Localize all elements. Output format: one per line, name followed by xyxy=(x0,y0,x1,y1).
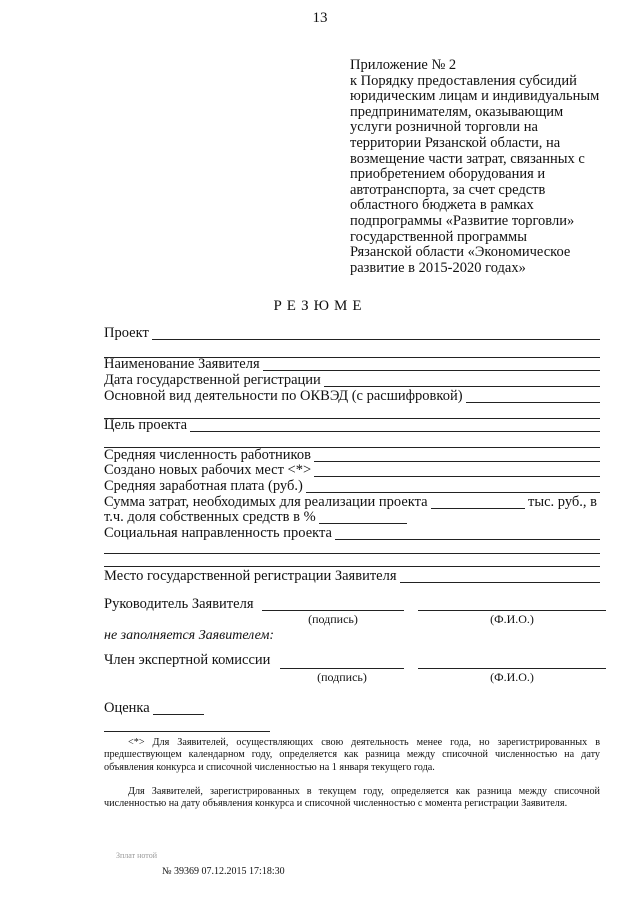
appendix-line: областного бюджета в рамках xyxy=(350,197,534,214)
own-share-field[interactable] xyxy=(319,510,407,524)
appendix-line: Рязанской области «Экономическое xyxy=(350,244,571,261)
registration-date-field[interactable] xyxy=(324,373,600,387)
appendix-line: развитие в 2015-2020 годах» xyxy=(350,259,526,276)
avg-salary-label: Средняя заработная плата (руб.) xyxy=(104,478,303,494)
registration-place-row xyxy=(104,568,600,585)
social-direction-label: Социальная направленность проекта xyxy=(104,525,332,541)
applicant-name-field[interactable] xyxy=(263,357,600,371)
registration-date-row xyxy=(104,372,600,389)
head-label: Руководитель Заявителя xyxy=(104,596,254,612)
new-jobs-field[interactable] xyxy=(314,463,600,477)
appendix-line: Приложение № 2 xyxy=(350,57,457,73)
registration-place-field[interactable] xyxy=(400,569,600,583)
expert-member-label: Член экспертной комиссии xyxy=(104,652,271,668)
project-label: Проект xyxy=(104,325,149,341)
appendix-line: юридическим лицам и индивидуальным xyxy=(350,88,600,105)
applicant-name-label: Наименование Заявителя xyxy=(104,356,260,372)
document-title: РЕЗЮМЕ xyxy=(273,298,367,314)
appendix-line: приобретением оборудования и xyxy=(350,166,546,183)
footnote-rule xyxy=(104,731,270,732)
own-share-row xyxy=(104,509,600,526)
expert-fio-field[interactable] xyxy=(418,668,606,669)
head-signature-field[interactable] xyxy=(262,610,404,611)
avg-salary-field[interactable] xyxy=(306,479,600,493)
okved-row xyxy=(104,388,600,405)
registration-place-label: Место государственной регистрации Заявителя xyxy=(104,568,397,584)
new-jobs-row xyxy=(104,462,600,479)
project-goal-label: Цель проекта xyxy=(104,417,188,433)
okved-label: Основной вид деятельности по ОКВЭД (с расшифровкой) xyxy=(104,388,463,404)
appendix-line: предпринимателям, оказывающим xyxy=(350,103,564,120)
social-direction-extra-line-2[interactable] xyxy=(104,566,600,567)
cost-unit-label: тыс. руб., в xyxy=(528,494,597,510)
appendix-line: автотранспорта, за счет средств xyxy=(350,181,546,198)
head-fio-caption: (Ф.И.О.) xyxy=(490,612,534,626)
new-jobs-label: Создано новых рабочих мест <*> xyxy=(104,462,312,478)
avg-salary-row xyxy=(104,478,600,495)
project-goal-field[interactable] xyxy=(190,418,600,432)
expert-signature-field[interactable] xyxy=(280,668,404,669)
social-direction-field[interactable] xyxy=(335,526,600,540)
footnote-second: Для Заявителей, зарегистрированных в текущем году, определяется как разница между списочной численностью на дату объявления конкурса и списочной численностью с момента регистрации Заявителя. xyxy=(104,786,600,810)
okved-field[interactable] xyxy=(466,389,600,403)
rating-row xyxy=(104,700,204,717)
appendix-header xyxy=(350,58,630,276)
head-signature-caption: (подпись) xyxy=(308,612,358,626)
page-number: 13 xyxy=(312,10,328,26)
project-goal-row xyxy=(104,417,600,434)
avg-employees-label: Средняя численность работников xyxy=(104,447,311,463)
appendix-line: к Порядку предоставления субсидий xyxy=(350,72,577,89)
expert-fio-caption: (Ф.И.О.) xyxy=(490,670,534,684)
rating-label: Оценка xyxy=(104,700,150,716)
cost-sum-field[interactable] xyxy=(431,495,525,509)
not-filled-note: не заполняется Заявителем: xyxy=(104,628,275,643)
project-row xyxy=(104,325,600,342)
head-fio-field[interactable] xyxy=(418,610,606,611)
footnote-first: <*> Для Заявителей, осуществляющих свою деятельность менее года, но зарегистрированных в предшествующем календарном году, определяется как разница между списочной численностью на дату объявления конкурса и списочной численностью на 1 января текущего года. xyxy=(104,737,600,773)
social-direction-extra-line-1[interactable] xyxy=(104,553,600,554)
faint-stamp: Зплат нотой xyxy=(116,851,157,860)
applicant-name-row xyxy=(104,356,600,373)
appendix-line: территории Рязанской области, на xyxy=(350,134,561,151)
own-share-label: т.ч. доля собственных средств в % xyxy=(104,509,316,525)
appendix-line: услуги розничной торговли на xyxy=(350,119,538,136)
appendix-line: подпрограммы «Развитие торговли» xyxy=(350,212,575,229)
registration-mark: № 39369 07.12.2015 17:18:30 xyxy=(162,866,285,877)
project-field[interactable] xyxy=(152,326,600,340)
appendix-line: возмещение части затрат, связанных с xyxy=(350,150,585,167)
cost-sum-label: Сумма затрат, необходимых для реализации проекта xyxy=(104,494,428,510)
social-direction-row xyxy=(104,525,600,542)
avg-employees-field[interactable] xyxy=(314,448,600,462)
appendix-line: государственной программы xyxy=(350,228,527,245)
expert-signature-caption: (подпись) xyxy=(317,670,367,684)
registration-date-label: Дата государственной регистрации xyxy=(104,372,321,388)
rating-field[interactable] xyxy=(153,701,204,715)
